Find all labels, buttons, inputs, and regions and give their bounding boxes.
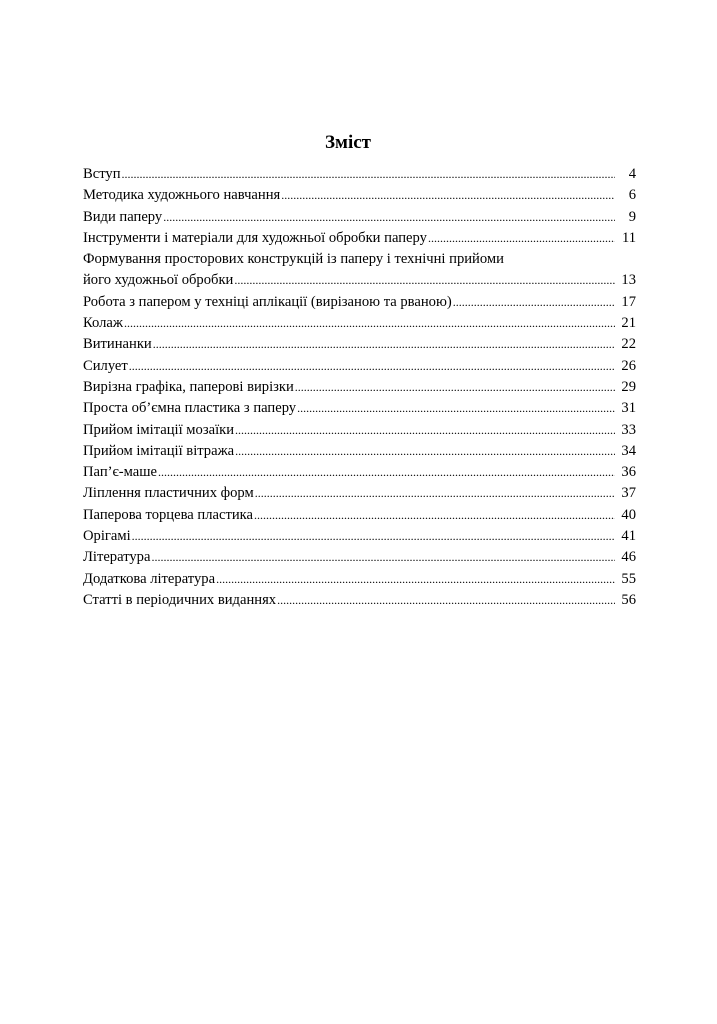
dot-leader <box>254 505 615 526</box>
toc-page-number: 36 <box>621 464 636 481</box>
dot-leader <box>297 398 615 419</box>
dot-leader <box>216 569 615 590</box>
dot-leader <box>151 547 615 568</box>
toc-entry-label: Орігамі <box>83 528 131 545</box>
dot-leader <box>234 270 615 291</box>
dot-leader <box>122 164 615 185</box>
toc-entry[interactable] <box>83 483 636 504</box>
dot-leader <box>132 526 615 547</box>
dot-leader <box>153 334 615 355</box>
toc-entry-label: Проста об’ємна пластика з паперу <box>83 400 297 417</box>
toc-entry[interactable] <box>83 334 636 355</box>
dot-leader <box>281 185 615 206</box>
toc-entry[interactable] <box>83 569 636 590</box>
toc-entry[interactable] <box>83 377 636 398</box>
dot-leader <box>129 356 615 377</box>
toc-page-number: 4 <box>628 166 636 182</box>
toc-page-number: 41 <box>621 528 636 545</box>
toc-page-number: 29 <box>621 378 636 395</box>
toc-page-number: 9 <box>628 208 636 225</box>
toc-page-number: 22 <box>621 336 636 353</box>
toc-entry[interactable] <box>83 228 636 249</box>
toc-page-number: 40 <box>621 506 636 523</box>
toc-entry[interactable] <box>83 462 636 483</box>
toc-entry[interactable] <box>83 526 636 547</box>
toc-page-number: 37 <box>621 485 636 502</box>
toc-entry-label: Пап’є-маше <box>83 464 157 481</box>
toc-entry-line2 <box>83 270 636 291</box>
toc-entry[interactable] <box>83 590 636 611</box>
toc-entry-label: Паперова торцева пластика <box>83 506 254 523</box>
toc-entry[interactable] <box>83 313 636 334</box>
toc-entry[interactable] <box>83 441 636 462</box>
toc-page-number: 31 <box>621 400 636 417</box>
toc-entry-label: Прийом імітації мозаїки <box>83 421 235 438</box>
page-title: Зміст <box>324 132 371 153</box>
dot-leader <box>235 420 615 441</box>
toc-entry-label: Вступ <box>83 166 121 182</box>
toc-page-number: 46 <box>621 549 636 566</box>
dot-leader <box>295 377 615 398</box>
toc-page-number: 33 <box>621 421 636 438</box>
toc-entry-multiline[interactable] <box>83 249 636 292</box>
toc-page-number: 13 <box>621 272 636 289</box>
dot-leader <box>235 441 615 462</box>
dot-leader <box>453 292 615 313</box>
toc-entry-label: Силует <box>83 357 128 374</box>
dot-leader <box>428 228 615 249</box>
toc-entry-label: Статті в періодичних виданнях <box>83 591 277 608</box>
dot-leader <box>277 590 615 611</box>
toc-entry-label: Ліплення пластичних форм <box>83 485 254 502</box>
toc-page-number: 56 <box>621 591 636 608</box>
toc-entry-label: Література <box>83 549 151 566</box>
toc-entry[interactable] <box>83 398 636 419</box>
dot-leader <box>124 313 615 334</box>
toc-entry-label: Витинанки <box>83 336 152 353</box>
toc-entry-label: Інструменти і матеріали для художньої обробки паперу <box>83 229 427 246</box>
toc-entry-label: Методика художнього навчання <box>83 187 281 204</box>
toc-page-number: 26 <box>621 357 636 374</box>
toc-page-number: 21 <box>621 315 636 332</box>
toc-entry[interactable] <box>83 356 636 377</box>
toc-entry[interactable] <box>83 292 636 313</box>
toc-entry[interactable] <box>83 505 636 526</box>
toc-entry-label-line1: Формування просторових конструкцій із паперу і технічні прийоми <box>83 251 504 268</box>
toc-page-number: 17 <box>621 293 636 310</box>
toc-entry[interactable] <box>83 547 636 568</box>
toc-entry-label: Вирізна графіка, паперові вирізки <box>83 378 294 395</box>
dot-leader <box>158 462 615 483</box>
toc-entry-label: його художньої обробки <box>83 272 234 289</box>
toc-entry-label: Додаткова література <box>83 570 216 587</box>
toc-entry-label: Види паперу <box>83 208 163 225</box>
toc-page-number: 6 <box>628 187 636 204</box>
toc-entry[interactable] <box>83 164 636 185</box>
toc-page-number: 34 <box>621 442 636 459</box>
toc-page-number: 11 <box>621 229 636 246</box>
table-of-contents <box>83 164 636 611</box>
toc-entry[interactable] <box>83 420 636 441</box>
toc-entry-label: Прийом імітації вітража <box>83 442 235 459</box>
dot-leader <box>163 207 615 228</box>
dot-leader <box>255 483 615 504</box>
toc-entry[interactable] <box>83 185 636 206</box>
toc-entry-label: Робота з папером у техніці аплікації (вирізаною та рваною) <box>83 293 452 310</box>
toc-entry[interactable] <box>83 207 636 228</box>
toc-entry-label: Колаж <box>83 315 123 332</box>
toc-page-number: 55 <box>621 570 636 587</box>
